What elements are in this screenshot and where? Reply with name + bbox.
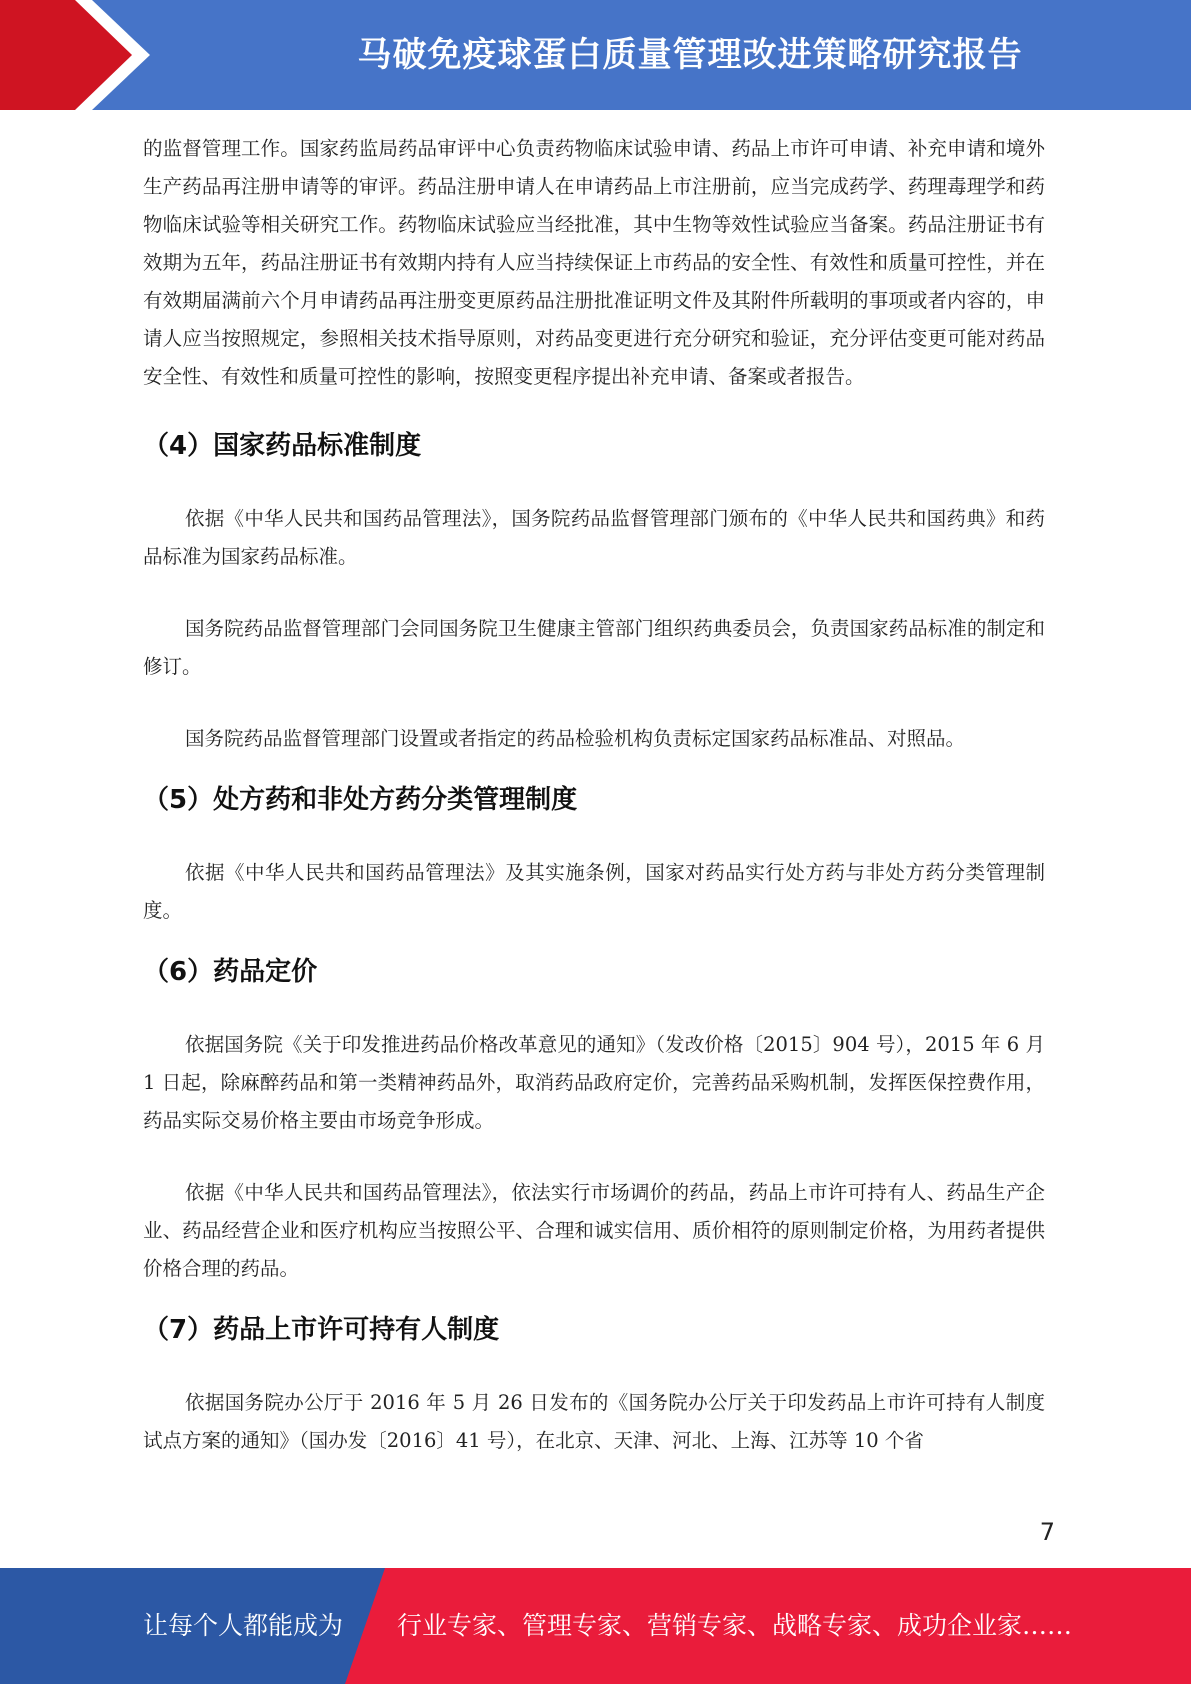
- section-heading-4: （4）国家药品标准制度: [143, 431, 422, 461]
- header-chevron-red: [0, 0, 140, 110]
- paragraph: 依据《中华人民共和国药品管理法》，国务院药品监督管理部门颁布的《中华人民共和国药典》和药品标准为国家药品标准。: [143, 507, 1045, 568]
- section-heading-5: （5）处方药和非处方药分类管理制度: [143, 785, 578, 815]
- page-number: 7: [1039, 1518, 1055, 1546]
- report-title: 马破免疫球蛋白质量管理改进策略研究报告: [357, 35, 1023, 75]
- paragraph: 依据《中华人民共和国药品管理法》及其实施条例，国家对药品实行处方药与非处方药分类管理制度。: [143, 861, 1045, 922]
- page-footer: [0, 1568, 1191, 1684]
- document-body: [143, 130, 1045, 1460]
- page-header: [0, 0, 1191, 110]
- paragraph: 国务院药品监督管理部门设置或者指定的药品检验机构负责标定国家药品标准品、对照品。: [185, 727, 966, 750]
- paragraph: 依据《中华人民共和国药品管理法》，依法实行市场调价的药品，药品上市许可持有人、药品生产企业、药品经营企业和医疗机构应当按照公平、合理和诚实信用、质价相符的原则制定价格，为用药者提供价格合理的药品。: [143, 1181, 1045, 1280]
- paragraph: 国务院药品监督管理部门会同国务院卫生健康主管部门组织药典委员会，负责国家药品标准的制定和修订。: [143, 617, 1045, 678]
- footer-slogan-left: 让每个人都能成为: [143, 1611, 344, 1640]
- paragraph: 依据国务院办公厅于 2016 年 5 月 26 日发布的《国务院办公厅关于印发药品上市许可持有人制度试点方案的通知》（国办发〔2016〕41 号），在北京、天津、河北、上海、江苏等 10 个省: [143, 1391, 1045, 1452]
- section-heading-6: （6）药品定价: [143, 957, 318, 987]
- paragraph: 依据国务院《关于印发推进药品价格改革意见的通知》（发改价格〔2015〕904 号），2015 年 6 月 1 日起，除麻醉药品和第一类精神药品外，取消药品政府定价，完善药品采购机制，发挥医保控费作用，药品实际交易价格主要由市场竞争形成。: [143, 1033, 1045, 1132]
- footer-slogan-right: 行业专家、管理专家、营销专家、战略专家、成功企业家……: [397, 1611, 1073, 1640]
- paragraph-continued: 的监督管理工作。国家药监局药品审评中心负责药物临床试验申请、药品上市许可申请、补充申请和境外生产药品再注册申请等的审评。药品注册申请人在申请药品上市注册前，应当完成药学、药理毒理学和药物临床试验等相关研究工作。药物临床试验应当经批准，其中生物等效性试验应当备案。药品注册证书有效期为五年，药品注册证书有效期内持有人应当持续保证上市药品的安全性、有效性和质量可控性，并在有效期届满前六个月申请药品再注册变更原药品注册批准证明文件及其附件所载明的事项或者内容的，申请人应当按照规定，参照相关技术指导原则，对药品变更进行充分研究和验证，充分评估变更可能对药品安全性、有效性和质量可控性的影响，按照变更程序提出补充申请、备案或者报告。: [143, 137, 1045, 388]
- section-heading-7: （7）药品上市许可持有人制度: [143, 1315, 500, 1345]
